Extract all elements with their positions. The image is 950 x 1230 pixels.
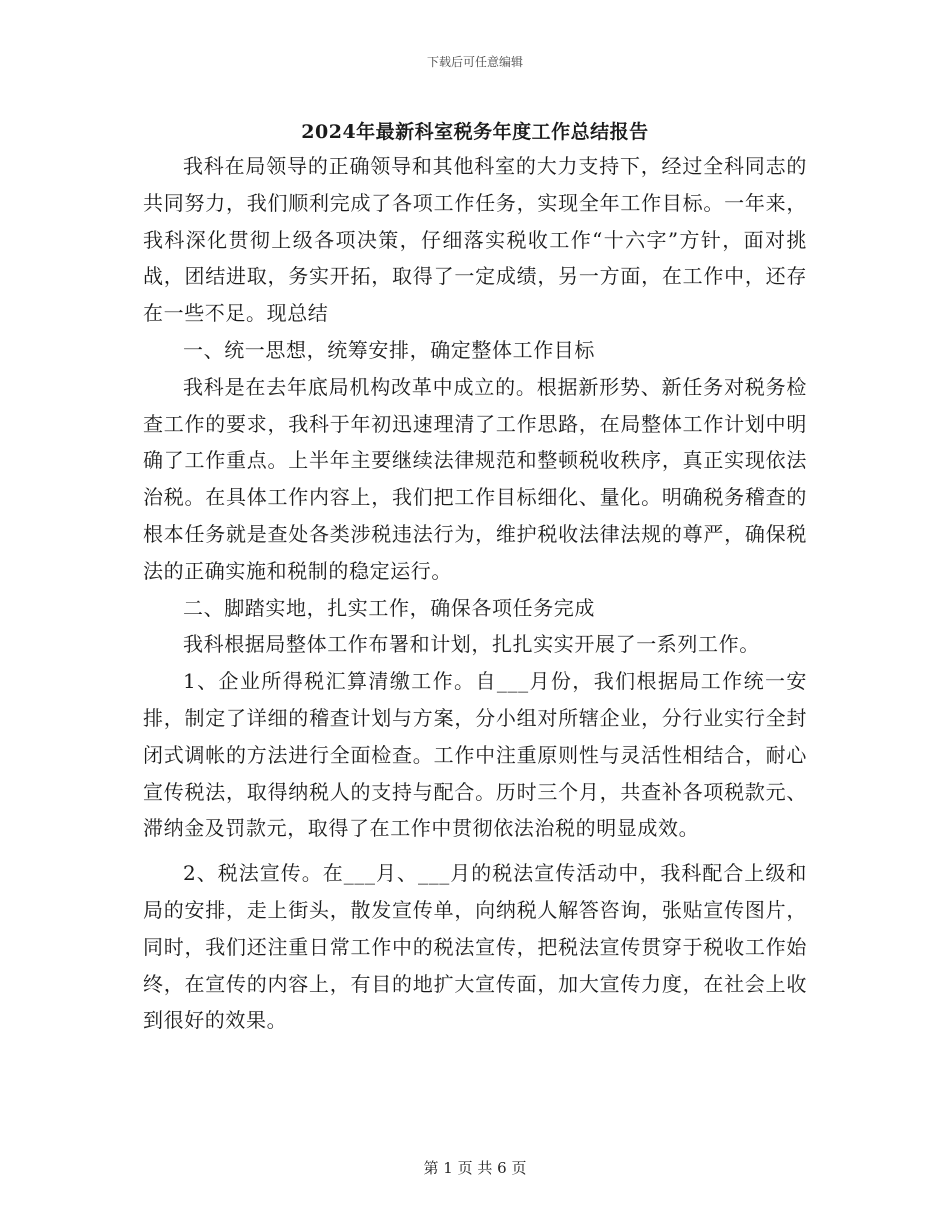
page-footer: 第 1 页 共 6 页 — [423, 1159, 527, 1177]
section-heading-1: 一、统一思想，统筹安排，确定整体工作目标 — [183, 337, 595, 362]
section-1-paragraph: 我科是在去年底局机构改革中成立的。根据新形势、新任务对税务检查工作的要求，我科于年初迅速理清了工作思路，在局整体工作计划中明确了工作重点。上半年主要继续法律规范和整顿税收秩序，真正实现依法治税。在具体工作内容上，我们把工作目标细化、量化。明确税务稽查的根本任务就是查处各类涉税违法行为，维护税收法律法规的尊严，确保税法的正确实施和税制的稳定运行。 — [143, 374, 807, 583]
item-1-paragraph: 1、企业所得税汇算清缴工作。自___月份，我们根据局工作统一安排，制定了详细的稽查计划与方案，分小组对所辖企业，分行业实行全封闭式调帐的方法进行全面检查。工作中注重原则性与灵活性相结合，耐心宣传税法，取得纳税人的支持与配合。历时三个月，共查补各项税款元、滞纳金及罚款元，取得了在工作中贯彻依法治税的明显成效。 — [143, 669, 807, 841]
header-note: 下载后可任意编辑 — [426, 55, 523, 69]
item-2-paragraph: 2、税法宣传。在___月、___月的税法宣传活动中，我科配合上级和局的安排，走上街头，散发宣传单，向纳税人解答咨询，张贴宣传图片，同时，我们还注重日常工作中的税法宣传，把税法宣传贯穿于税收工作始终，在宣传的内容上，有目的地扩大宣传面，加大宣传力度，在社会上收到很好的效果。 — [143, 861, 807, 1033]
section-2-intro-paragraph: 我科根据局整体工作布署和计划，扎扎实实开展了一系列工作。 — [183, 632, 760, 657]
section-heading-2: 二、脚踏实地，扎实工作，确保各项任务完成 — [183, 595, 595, 620]
document-body — [143, 148, 807, 1039]
intro-paragraph: 我科在局领导的正确领导和其他科室的大力支持下，经过全科同志的共同努力，我们顺利完成了各项工作任务，实现全年工作目标。一年来，我科深化贯彻上级各项决策，仔细落实税收工作“十六字”方针，面对挑战，团结进取，务实开拓，取得了一定成绩，另一方面，在工作中，还存在一些不足。现总结 — [143, 154, 807, 326]
document-title: 2024年最新科室税务年度工作总结报告 — [301, 121, 649, 143]
